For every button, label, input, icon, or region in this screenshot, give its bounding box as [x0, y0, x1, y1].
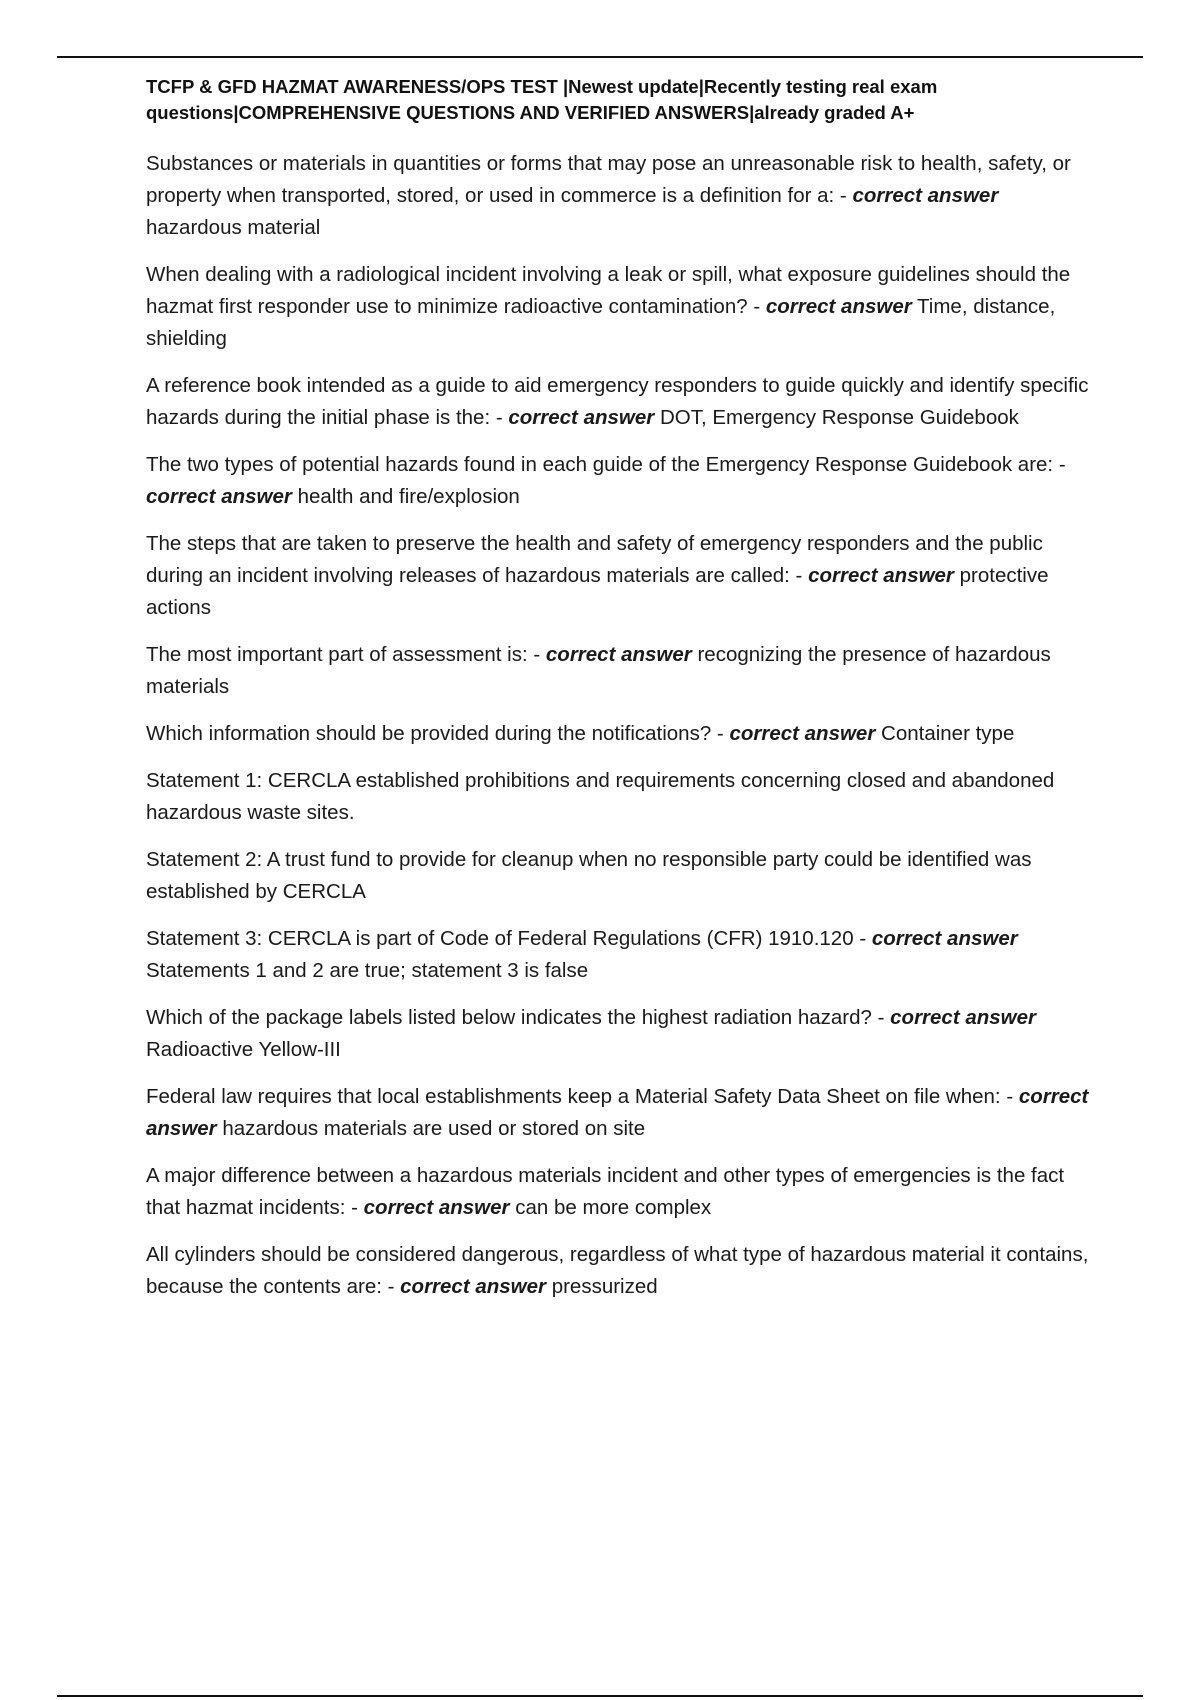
qa-item	[146, 1160, 1096, 1224]
document-content	[146, 74, 1096, 1318]
answer-label: correct answer	[729, 722, 876, 745]
answer-text: protective actions	[146, 564, 1049, 619]
answer-label: correct answer	[545, 643, 692, 666]
qa-item	[146, 370, 1096, 434]
answer-label: correct answer	[808, 564, 954, 587]
answer-label: correct answer	[400, 1275, 546, 1298]
answer-text: hazardous materials are used or stored on site	[222, 1117, 646, 1140]
answer-label: correct answer	[146, 485, 292, 508]
answer-label: correct answer	[890, 1006, 1036, 1029]
question-text: The two types of potential hazards found in each guide of the Emergency Response Guidebook are:	[146, 453, 1054, 476]
qa-item	[146, 718, 1096, 750]
qa-item	[146, 639, 1096, 703]
separator: -	[711, 722, 730, 745]
answer-text: Radioactive Yellow-III	[146, 1038, 341, 1061]
statement-2: Statement 2: A trust fund to provide for cleanup when no responsible party could be identified was established by CERCLA	[146, 848, 1032, 903]
answer-label: correct answer	[146, 1085, 1089, 1140]
answer-text: hazardous material	[146, 216, 321, 239]
top-rule	[57, 56, 1143, 58]
separator: -	[789, 564, 809, 587]
qa-item	[146, 923, 1096, 987]
question-text: The steps that are taken to preserve the health and safety of emergency responders and the public during an incident involving releases of hazardous materials are called:	[146, 532, 1043, 587]
separator: -	[1053, 453, 1066, 476]
answer-label: correct answer	[508, 406, 655, 429]
qa-item	[146, 1002, 1096, 1066]
question-text: Which information should be provided during the notifications?	[146, 722, 712, 745]
bottom-rule	[57, 1695, 1143, 1697]
answer-text: recognizing the presence of hazardous materials	[146, 643, 1051, 698]
separator: -	[747, 295, 766, 318]
question-text: A major difference between a hazardous materials incident and other types of emergencies is the fact that hazmat incidents:	[146, 1164, 1065, 1219]
answer-label: correct answer	[852, 184, 999, 207]
statement-1: Statement 1: CERCLA established prohibitions and requirements concerning closed and abandoned hazardous waste sites.	[146, 769, 1055, 824]
answer-label: correct answer	[765, 295, 912, 318]
question-text: Statement 3: CERCLA is part of Code of Federal Regulations (CFR) 1910.120	[146, 927, 854, 950]
qa-item	[146, 1239, 1096, 1303]
separator: -	[527, 643, 546, 666]
question-text: Which of the package labels listed below indicates the highest radiation hazard?	[146, 1006, 872, 1029]
answer-text: pressurized	[551, 1275, 658, 1298]
answer-text: Time, distance, shielding	[146, 295, 1056, 350]
document-title: TCFP & GFD HAZMAT AWARENESS/OPS TEST |Newest update|Recently testing real exam questions|COMPREHENSIVE QUESTIONS AND VERIFIED ANSWERS|already graded A+	[146, 76, 938, 123]
answer-text: Container type	[881, 722, 1015, 745]
separator: -	[490, 406, 509, 429]
answer-label: correct answer	[871, 927, 1018, 950]
qa-item	[146, 259, 1096, 355]
qa-item	[146, 148, 1096, 244]
separator: -	[345, 1196, 364, 1219]
separator: -	[381, 1275, 401, 1298]
question-text: A reference book intended as a guide to aid emergency responders to guide quickly and identify specific hazards during the initial phase is the:	[146, 374, 1089, 429]
question-text: The most important part of assessment is:	[146, 643, 528, 666]
qa-item	[146, 449, 1096, 513]
qa-item	[146, 528, 1096, 624]
answer-text: DOT, Emergency Response Guidebook	[659, 406, 1019, 429]
answer-text: Statements 1 and 2 are true; statement 3 is false	[146, 959, 589, 982]
question-text: When dealing with a radiological incident involving a leak or spill, what exposure guidelines should the hazmat first responder use to minimize radioactive contamination?	[146, 263, 1071, 318]
answer-text: health and fire/explosion	[297, 485, 520, 508]
question-text: Federal law requires that local establishments keep a Material Safety Data Sheet on file when:	[146, 1085, 1001, 1108]
separator: -	[1000, 1085, 1019, 1108]
question-text: Substances or materials in quantities or forms that may pose an unreasonable risk to health, safety, or property when transported, stored, or used in commerce is a definition for a:	[146, 152, 1071, 207]
separator: -	[853, 927, 872, 950]
separator: -	[871, 1006, 891, 1029]
answer-text: can be more complex	[515, 1196, 712, 1219]
qa-item	[146, 1081, 1096, 1145]
answer-label: correct answer	[363, 1196, 510, 1219]
question-text: All cylinders should be considered dangerous, regardless of what type of hazardous material it contains, because the contents are:	[146, 1243, 1089, 1298]
separator: -	[834, 184, 853, 207]
